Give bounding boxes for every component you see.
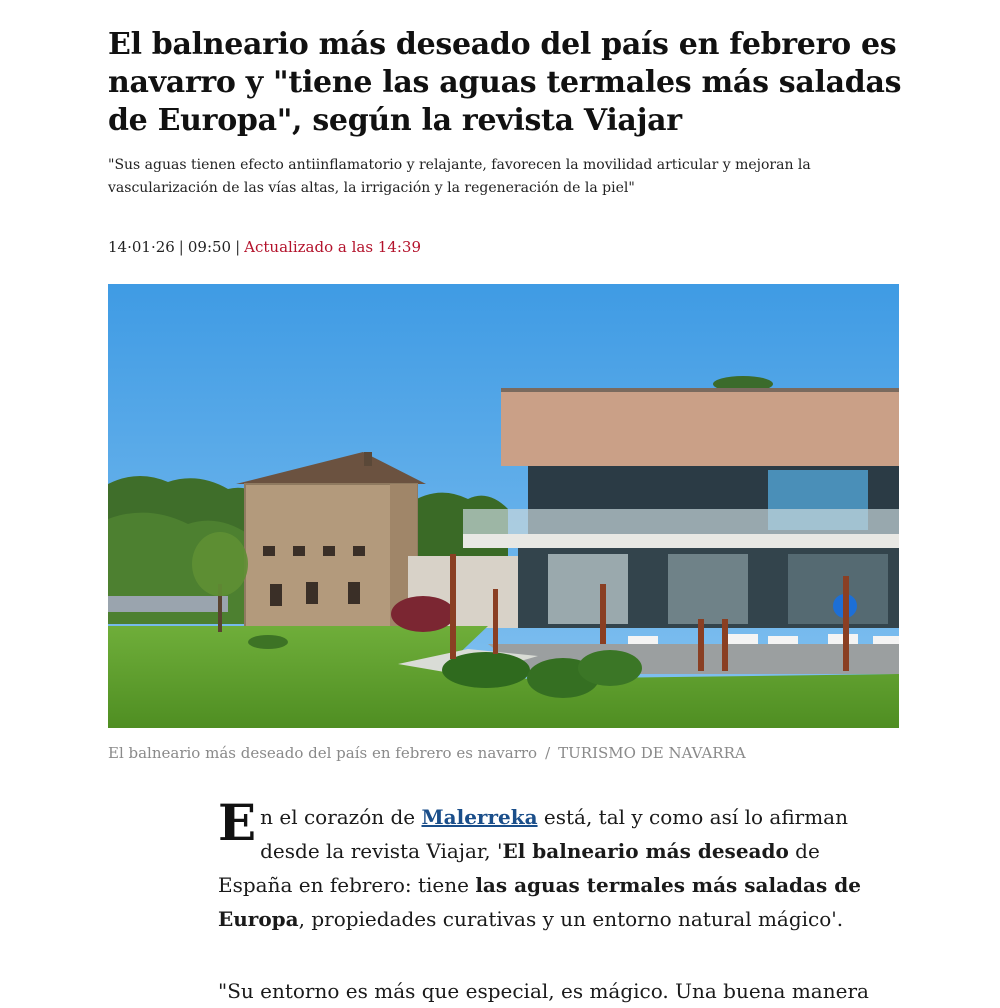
- photo-caption: [108, 744, 898, 762]
- paragraph-text: , propiedades curativas y un entorno natural mágico'.: [298, 907, 844, 931]
- article-headline: El balneario más deseado del país en febrero es navarro y "tiene las aguas termales más saladas de Europa", según la revista Viajar: [108, 27, 902, 138]
- article-paragraph-2: "Su entorno es más que especial, es mágico. Una buena manera: [218, 979, 869, 1003]
- publish-time: 09:50: [187, 238, 232, 256]
- caption-separator: /: [545, 744, 551, 762]
- article-subtitle: "Sus aguas tienen efecto antiinflamatorio y relajante, favorecen la movilidad articular y mejoran la vascularización de las vías altas, la irrigación y la regeneración de la piel": [108, 157, 811, 196]
- drop-cap: E: [218, 793, 257, 852]
- paragraph-bold: El balneario más deseado: [502, 839, 789, 863]
- publish-date: 14·01·26: [108, 238, 175, 256]
- article-paragraph-1: [218, 793, 898, 936]
- updated-time: Actualizado a las 14:39: [244, 238, 422, 256]
- article-photo[interactable]: [108, 284, 899, 728]
- meta-separator: |: [235, 238, 241, 256]
- photo-credit: TURISMO DE NAVARRA: [558, 744, 746, 762]
- paragraph-text: de España en febrero: tiene: [218, 839, 820, 897]
- malerreka-link[interactable]: Malerreka: [421, 805, 538, 829]
- meta-separator: |: [178, 238, 184, 256]
- paragraph-text: n el corazón de: [260, 805, 422, 829]
- article-meta: [108, 238, 421, 256]
- paragraph-bold: las aguas termales más saladas de Europa: [218, 873, 861, 931]
- caption-text: El balneario más deseado del país en febrero es navarro: [108, 744, 538, 762]
- paragraph-text: está, tal y como así lo afirman desde la revista Viajar, ': [260, 805, 848, 863]
